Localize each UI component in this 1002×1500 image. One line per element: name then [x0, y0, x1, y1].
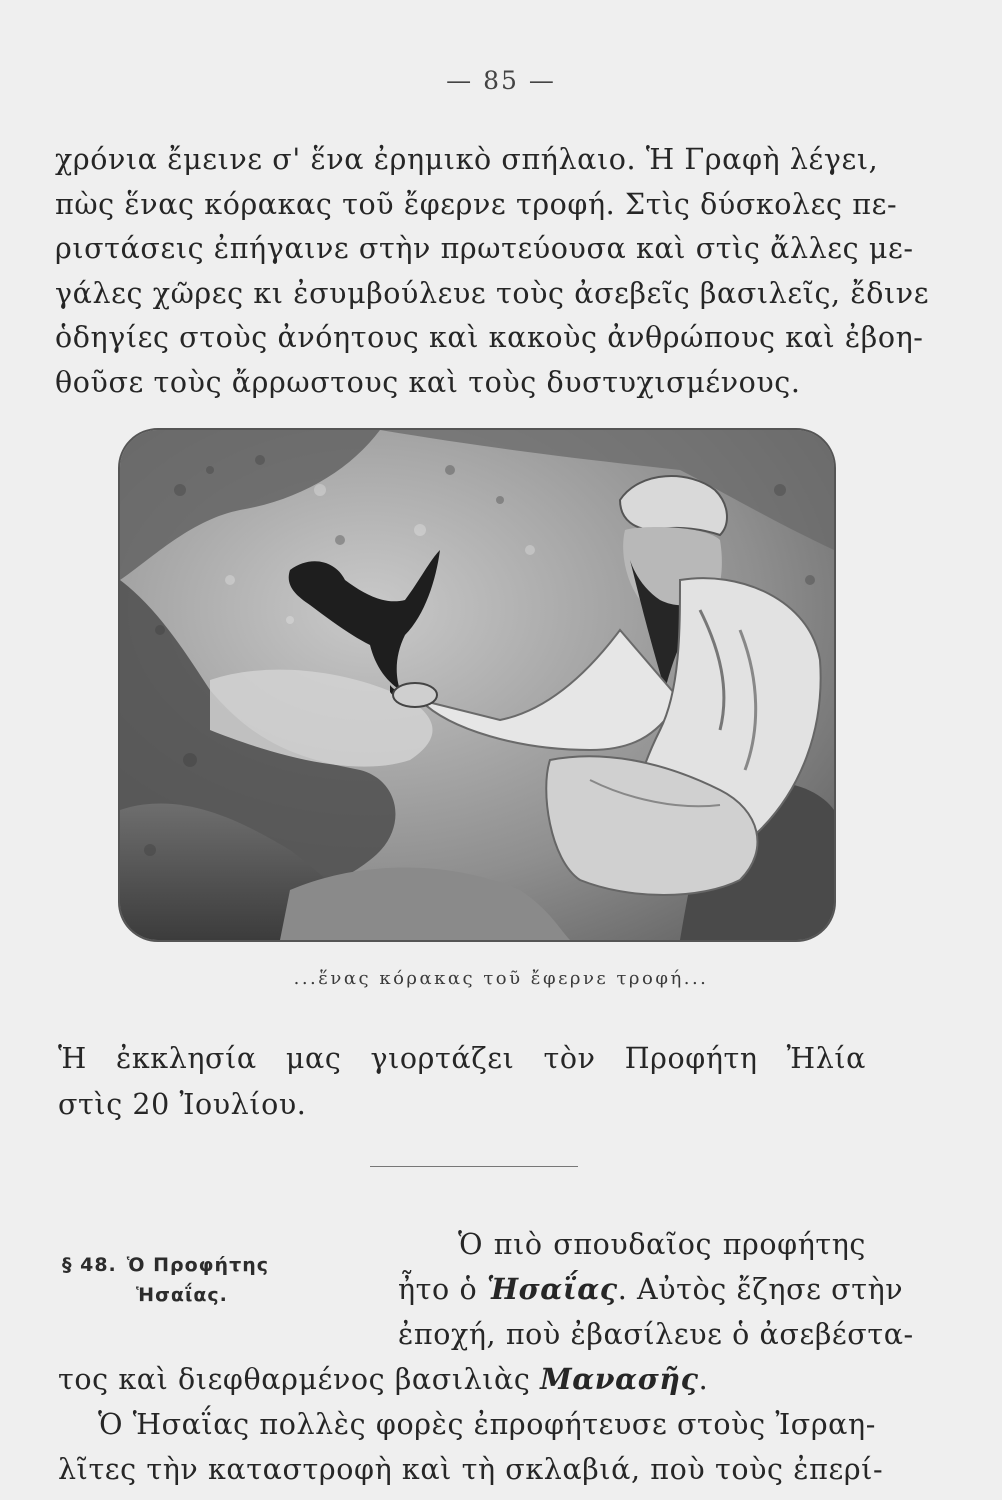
text-line: στὶς 20 Ἰουλίου. [58, 1088, 307, 1121]
text-line [398, 1267, 904, 1312]
text-line: ἐποχή, ποὺ ἐβασίλευε ὁ ἀσεβέστα- [398, 1318, 914, 1351]
text-line: ριστάσεις ἐπήγαινε στὴν πρωτεύουσα καὶ στὶς ἄλλες με- [55, 232, 914, 265]
paragraph-isaiah-continued [58, 1357, 866, 1402]
text-line: Ἡ ἐκκλησία μας γιορτάζει τὸν Προφήτη Ἠλία [58, 1042, 866, 1075]
text-run: . [698, 1363, 709, 1396]
name-manasseh: Μανασῆς [540, 1362, 699, 1396]
section-title-continued: Ἡσαΐας. [136, 1284, 228, 1306]
text-line: γάλες χῶρες κι ἐσυμβούλευε τοὺς ἀσεβεῖς βασιλεῖς, ἔδινε [55, 276, 930, 310]
section-number: § 48. [62, 1254, 117, 1276]
text-line [58, 1357, 866, 1402]
text-run: τος καὶ διεφθαρμένος βασιλιὰς [58, 1363, 541, 1396]
paragraph-isaiah-prophecy [58, 1402, 884, 1492]
text-line: χρόνια ἔμεινε σ' ἕνα ἐρημικὸ σπήλαιο. Ἡ Γραφὴ λέγει, [55, 143, 879, 176]
paragraph-top [55, 138, 930, 405]
text-line: Ὁ πιὸ σπουδαῖος προφήτης [458, 1228, 866, 1261]
text-run: ἦτο ὁ [398, 1273, 487, 1306]
page-number: — 85 — [446, 66, 556, 95]
name-isaiah: Ἡσαΐας [486, 1272, 618, 1306]
paragraph-feast-day [58, 1036, 866, 1128]
paragraph-isaiah-intro [398, 1222, 914, 1357]
text-line: πὼς ἕνας κόρακας τοῦ ἔφερνε τροφή. Στὶς δύσκολες πε- [55, 187, 898, 221]
section-heading [62, 1250, 402, 1310]
section-divider [370, 1166, 578, 1167]
section-title: Ὁ Προφήτης [126, 1254, 269, 1276]
text-line: λῖτες τὴν καταστροφὴ καὶ τὴ σκλαβιά, ποὺ τοὺς ἐπερί- [58, 1453, 884, 1486]
text-line: Ὁ Ἡσαΐας πολλὲς φορὲς ἐπροφήτευσε στοὺς Ἰσραη- [98, 1408, 876, 1441]
text-line: ὁδηγίες στοὺς ἀνόητους καὶ κακοὺς ἀνθρώπους καὶ ἐβοη- [55, 321, 924, 354]
illustration-caption: ...ἕνας κόρακας τοῦ ἔφερνε τροφή... [293, 968, 709, 989]
text-run: . Αὐτὸς ἔζησε στὴν [617, 1273, 904, 1306]
prophet-elijah-fed-by-raven-illustration [118, 428, 836, 942]
text-line: θοῦσε τοὺς ἄρρωστους καὶ τοὺς δυστυχισμένους. [55, 365, 801, 399]
